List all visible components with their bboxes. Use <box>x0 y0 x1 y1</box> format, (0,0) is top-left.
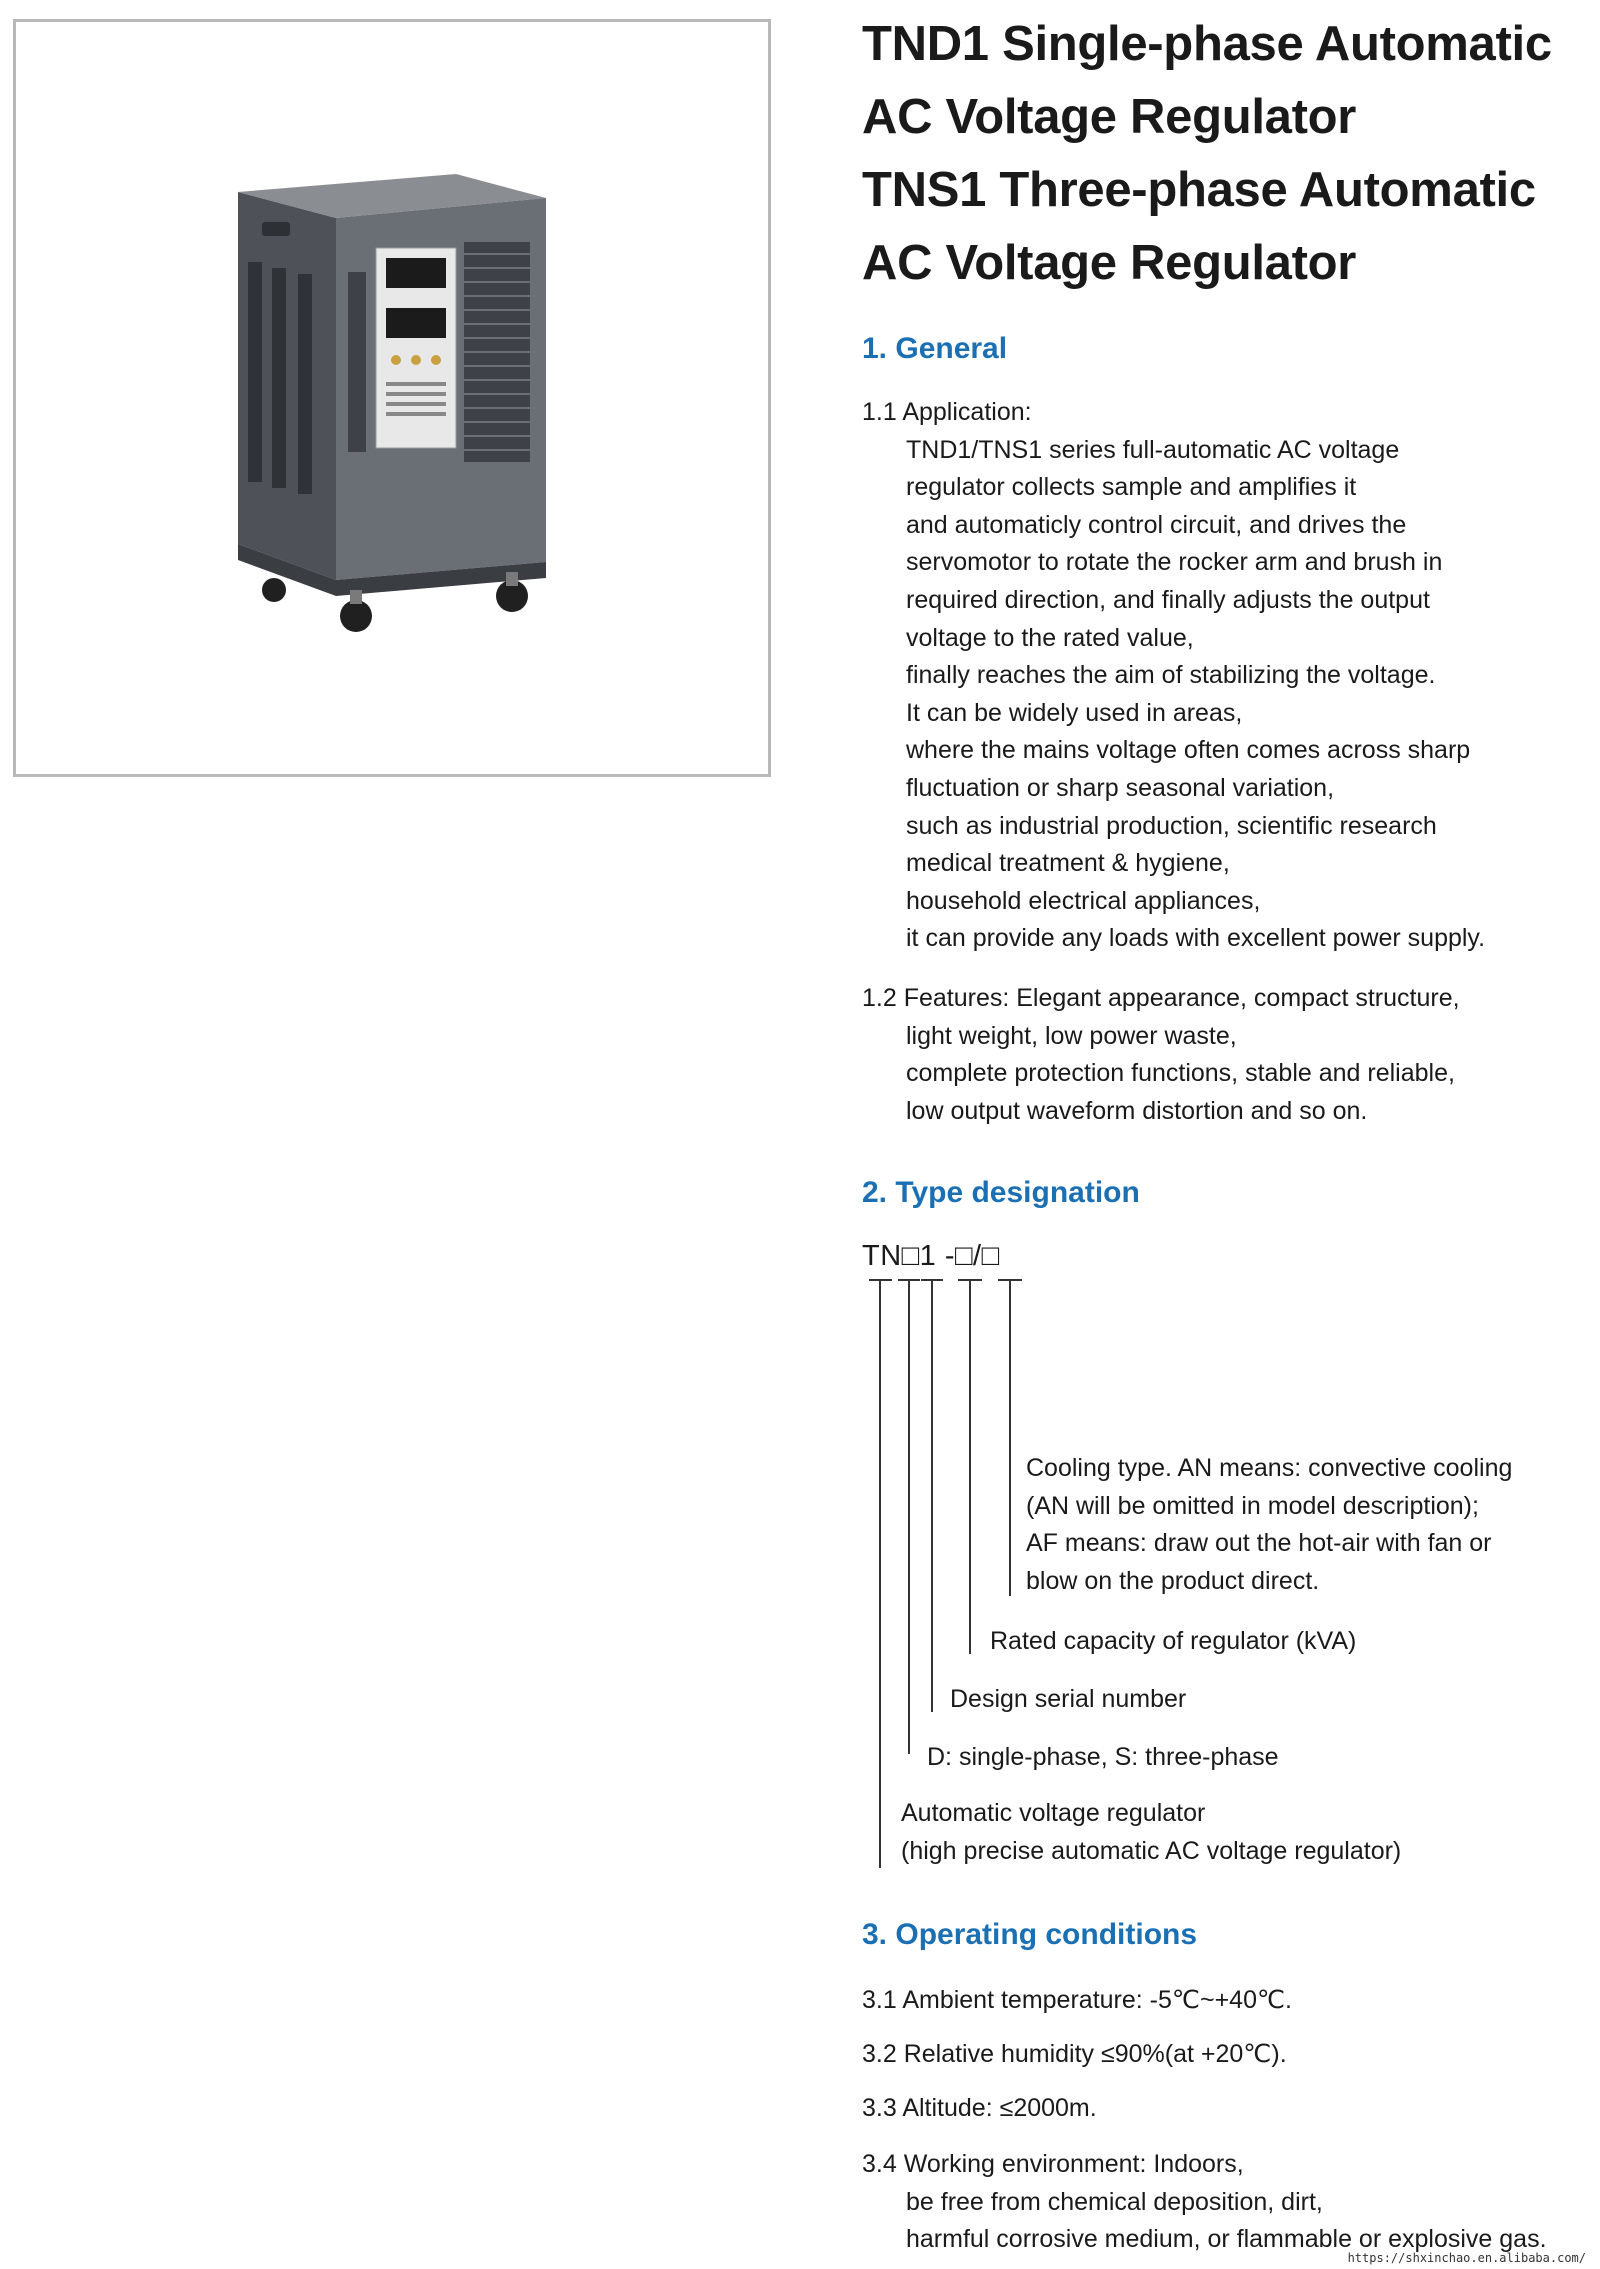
text-line: (AN will be omitted in model description); <box>1026 1491 1479 1520</box>
environment-paragraph <box>862 2146 1592 2259</box>
text-line: household electrical appliances, <box>906 886 1261 915</box>
operating-item: 3.1 Ambient temperature: -5℃~+40℃. <box>862 1986 1292 2014</box>
title-line: TNS1 Three-phase Automatic <box>862 163 1536 217</box>
text-line: be free from chemical deposition, dirt, <box>906 2187 1323 2216</box>
text-line: TND1/TNS1 series full-automatic AC voltage <box>906 435 1400 464</box>
text-line: AF means: draw out the hot-air with fan or <box>1026 1529 1492 1558</box>
text-line: Cooling type. AN means: convective cooling <box>1026 1454 1513 1482</box>
text-line: where the mains voltage often comes across sharp <box>906 736 1471 765</box>
text-line: blow on the product direct. <box>1026 1566 1320 1595</box>
section-heading-general: 1. General <box>862 332 1008 365</box>
text-line: light weight, low power waste, <box>906 1021 1237 1050</box>
text-line: It can be widely used in areas, <box>906 698 1243 727</box>
phase-label: D: single-phase, S: three-phase <box>927 1743 1279 1771</box>
text-line: 3.4 Working environment: Indoors, <box>862 2150 1244 2178</box>
text-line: regulator collects sample and amplifies it <box>906 473 1357 502</box>
text-line: harmful corrosive medium, or flammable or explosive gas. <box>906 2225 1547 2254</box>
regulator-label <box>901 1795 1401 1870</box>
capacity-label: Rated capacity of regulator (kVA) <box>990 1627 1357 1655</box>
text-line: such as industrial production, scientific research <box>906 811 1437 840</box>
text-line: (high precise automatic AC voltage regulator) <box>901 1836 1402 1865</box>
text-line: and automaticly control circuit, and drives the <box>906 510 1407 539</box>
type-code: TN□1 -□/□ <box>862 1240 1000 1272</box>
text-line: voltage to the rated value, <box>906 623 1194 652</box>
text-line: low output waveform distortion and so on. <box>906 1096 1368 1125</box>
text-line: it can provide any loads with excellent power supply. <box>906 924 1486 953</box>
text-line: 1.2 Features: Elegant appearance, compact structure, <box>862 984 1460 1012</box>
footer-url: https://shxinchao.en.alibaba.com/ <box>1347 2251 1586 2265</box>
text-line: servomotor to rotate the rocker arm and brush in <box>906 548 1443 577</box>
operating-item: 3.3 Altitude: ≤2000m. <box>862 2094 1097 2122</box>
operating-item: 3.2 Relative humidity ≤90%(at +20℃). <box>862 2040 1287 2068</box>
serial-label: Design serial number <box>950 1685 1187 1713</box>
cooling-label <box>1026 1450 1512 1600</box>
text-line: complete protection functions, stable and reliable, <box>906 1059 1455 1088</box>
text-line: fluctuation or sharp seasonal variation, <box>906 773 1335 802</box>
title-line: AC Voltage Regulator <box>862 90 1357 144</box>
text-line: 1.1 Application: <box>862 398 1032 426</box>
section-heading-type: 2. Type designation <box>862 1176 1140 1209</box>
title-line: TND1 Single-phase Automatic <box>862 17 1552 71</box>
text-line: Automatic voltage regulator <box>901 1799 1206 1827</box>
section-heading-operating: 3. Operating conditions <box>862 1918 1198 1951</box>
text-line: required direction, and finally adjusts the output <box>906 585 1430 614</box>
text-line: medical treatment & hygiene, <box>906 849 1230 878</box>
title-line: AC Voltage Regulator <box>862 236 1357 290</box>
text-line: finally reaches the aim of stabilizing the voltage. <box>906 661 1436 690</box>
